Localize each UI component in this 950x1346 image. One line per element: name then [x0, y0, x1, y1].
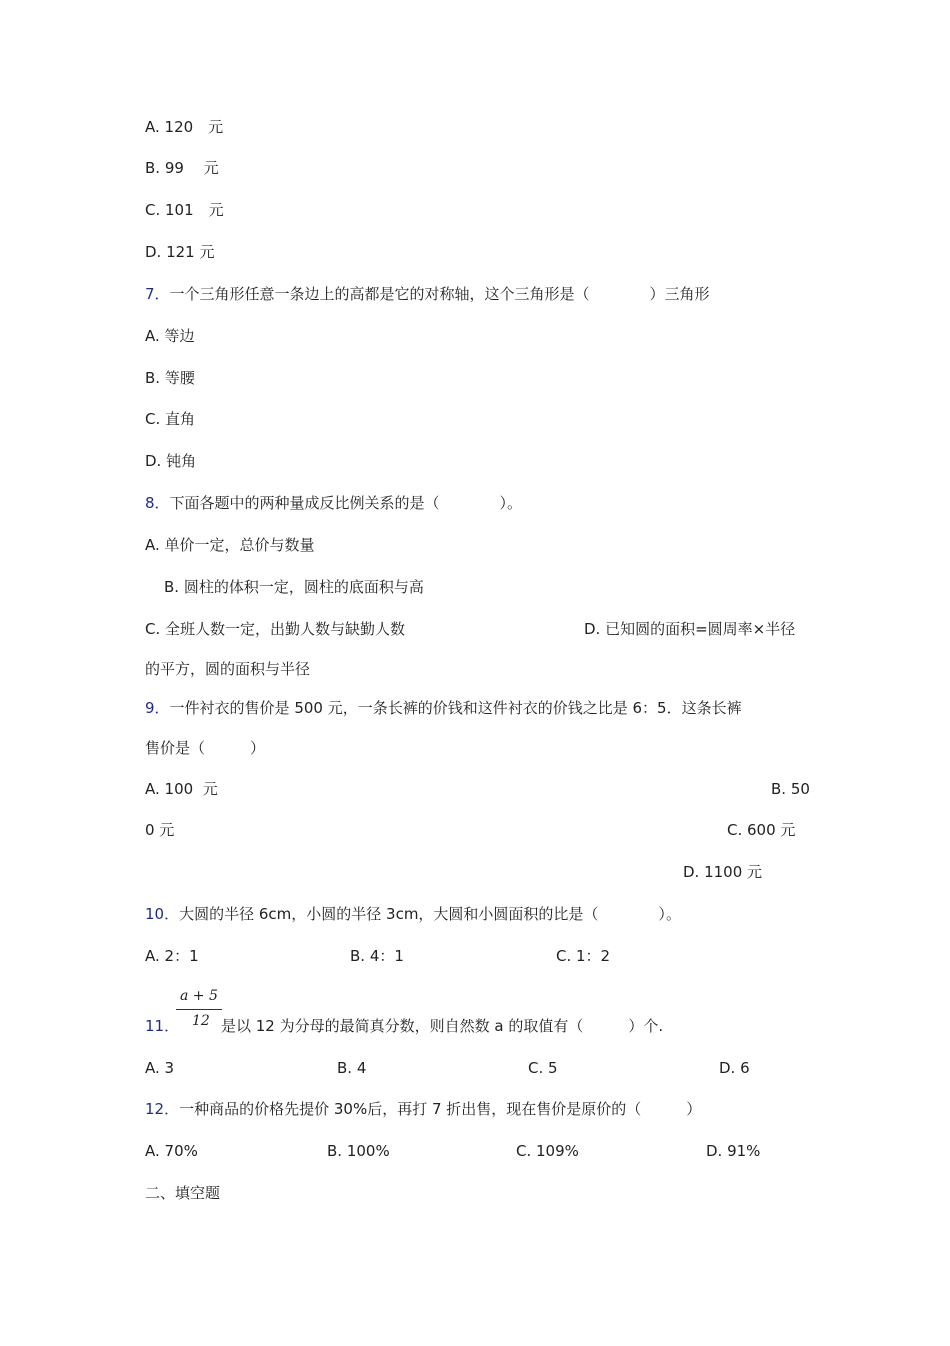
- q8-option-a: A. 单价一定，总价与数量: [145, 536, 315, 554]
- question-number: 8．: [145, 494, 170, 512]
- question-7: [145, 284, 710, 304]
- q11-option-b: B. 4: [337, 1059, 367, 1077]
- q11-option-a: A. 3: [145, 1059, 175, 1077]
- q12-option-c: C. 109%: [516, 1142, 579, 1160]
- question-text: 一个三角形任意一条边上的高都是它的对称轴，这个三角形是（ ）三角形: [169, 285, 710, 303]
- question-9: [145, 698, 742, 718]
- q9-option-d: D. 1100 元: [683, 863, 763, 881]
- question-10: [145, 904, 681, 924]
- question-text: 大圆的半径 6cm，小圆的半径 3cm，大圆和小圆面积的比是（ ）。: [179, 905, 681, 923]
- question-11-text: 是以 12 为分母的最简真分数，则自然数 a 的取值有（ ）个.: [221, 1017, 664, 1035]
- q10-option-c: C. 1：2: [556, 947, 611, 965]
- q10-option-a: A. 2：1: [145, 947, 199, 965]
- question-number: 7．: [145, 285, 170, 303]
- q8-option-d: D. 已知圆的面积=圆周率×半径: [584, 620, 796, 638]
- question-text: 下面各题中的两种量成反比例关系的是（ ）。: [169, 494, 523, 512]
- q11-option-d: D. 6: [719, 1059, 750, 1077]
- q8-option-b: B. 圆柱的体积一定，圆柱的底面积与高: [164, 578, 424, 596]
- section-title: 二、填空题: [145, 1184, 221, 1202]
- question-text: 一件衬衣的售价是 500 元，一条长裤的价钱和这件衬衣的价钱之比是 6：5．这条长裤: [169, 699, 742, 717]
- question-9-cont: 售价是（ ）: [145, 739, 266, 757]
- q6-option-a: A. 120 元: [145, 118, 224, 136]
- q8-option-d-cont: 的平方，圆的面积与半径: [145, 660, 311, 678]
- q6-option-d: D. 121 元: [145, 243, 215, 261]
- q6-option-b: B. 99 元: [145, 159, 219, 177]
- question-number: 10．: [145, 905, 180, 923]
- question-8: [145, 493, 522, 513]
- q7-option-d: D. 钝角: [145, 452, 197, 470]
- fraction-denominator: 12: [192, 1013, 210, 1029]
- fraction-numerator: a + 5: [180, 988, 218, 1004]
- q12-option-a: A. 70%: [145, 1142, 198, 1160]
- question-11-number: 11．: [145, 1017, 180, 1035]
- q10-option-b: B. 4：1: [350, 947, 404, 965]
- q8-option-c: C. 全班人数一定，出勤人数与缺勤人数: [145, 620, 406, 638]
- q11-option-c: C. 5: [528, 1059, 558, 1077]
- question-12: [145, 1099, 701, 1119]
- q6-option-c: C. 101 元: [145, 201, 224, 219]
- q9-option-b-cont: 0 元: [145, 821, 175, 839]
- q7-option-c: C. 直角: [145, 410, 196, 428]
- q7-option-b: B. 等腰: [145, 369, 195, 387]
- q7-option-a: A. 等边: [145, 327, 195, 345]
- q9-option-a: A. 100 元: [145, 780, 218, 798]
- question-text: 一种商品的价格先提价 30%后，再打 7 折出售，现在售价是原价的（ ）: [179, 1100, 702, 1118]
- question-number: 9．: [145, 699, 170, 717]
- q9-option-b: B. 50: [771, 780, 810, 798]
- q9-option-c: C. 600 元: [727, 821, 796, 839]
- q12-option-b: B. 100%: [327, 1142, 390, 1160]
- q12-option-d: D. 91%: [706, 1142, 761, 1160]
- question-number: 12．: [145, 1100, 180, 1118]
- fraction-bar: [176, 1009, 222, 1010]
